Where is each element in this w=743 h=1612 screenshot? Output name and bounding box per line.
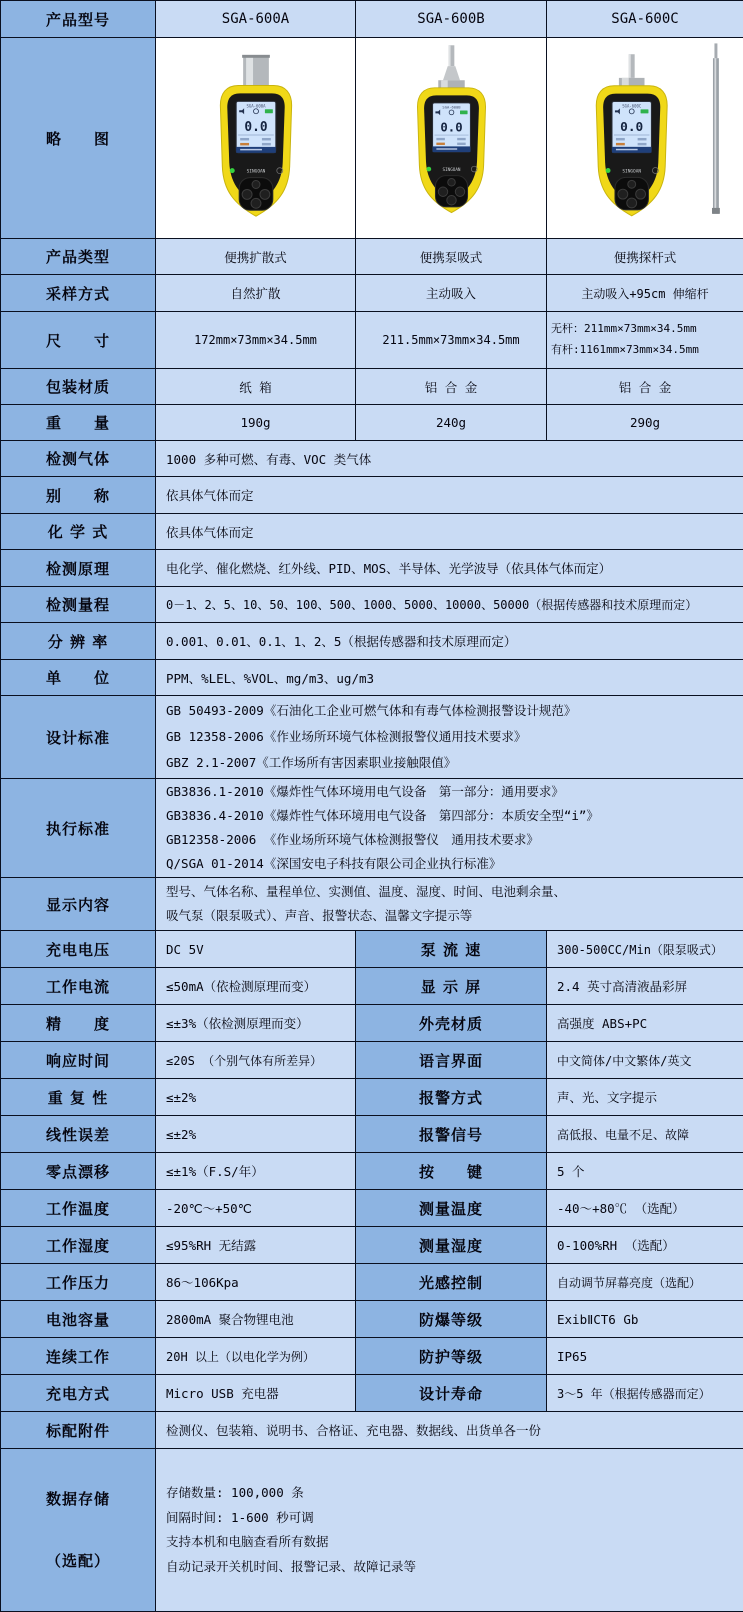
- data-storage-line: 存储数量: 100,000 条: [166, 1481, 737, 1506]
- label-working-pressure: 工作压力: [1, 1264, 156, 1301]
- device-image-c: [547, 38, 743, 239]
- battery-icon: [460, 110, 468, 114]
- label-charging-voltage: 充电电压: [1, 931, 156, 968]
- table-row: [1, 1412, 743, 1449]
- label-weight: 重 量: [1, 405, 156, 441]
- table-row: [1, 931, 743, 968]
- table-row: [1, 1116, 743, 1153]
- label-pump-flow-rate: 泵 流 速: [356, 931, 547, 968]
- label-explosion-proof-rating: 防爆等级: [356, 1301, 547, 1338]
- device-illustration-pump: [357, 38, 546, 234]
- label-measuring-temperature: 测量温度: [356, 1190, 547, 1227]
- value-working-current: ≤50mA（依检测原理而变）: [156, 968, 356, 1005]
- value-alarm-signal: 高低报、电量不足、故障: [547, 1116, 743, 1153]
- value-charging-voltage: DC 5V: [156, 931, 356, 968]
- value-packaging-b: 铝 合 金: [356, 369, 547, 405]
- table-row: [1, 1338, 743, 1375]
- value-display-content: [156, 878, 743, 931]
- label-product-model: 产品型号: [1, 1, 156, 38]
- table-row: [1, 405, 743, 441]
- label-working-temperature: 工作温度: [1, 1190, 156, 1227]
- value-design-standards: [156, 696, 743, 779]
- screen-model-text: SGA-600C: [622, 103, 642, 108]
- value-dimensions-c: [547, 312, 743, 369]
- value-light-sensor-control: 自动调节屏幕亮度（选配）: [547, 1264, 743, 1301]
- label-chemical-formula: 化 学 式: [1, 514, 156, 550]
- label-packaging-material: 包装材质: [1, 369, 156, 405]
- execution-standard-line: GB3836.1-2010《爆炸性气体环境用电气设备 第一部分：通用要求》: [166, 780, 737, 804]
- label-zero-drift: 零点漂移: [1, 1153, 156, 1190]
- value-product-type-b: 便携泵吸式: [356, 239, 547, 275]
- label-standard-accessories: 标配附件: [1, 1412, 156, 1449]
- value-packaging-c: 铝 合 金: [547, 369, 743, 405]
- label-linearity-error: 线性误差: [1, 1116, 156, 1153]
- value-accuracy: ≤±3%（依检测原理而变）: [156, 1005, 356, 1042]
- value-measuring-temperature: -40～+80℃ （选配）: [547, 1190, 743, 1227]
- label-alarm-signal: 报警信号: [356, 1116, 547, 1153]
- brand-text: SINGOAN: [442, 167, 460, 173]
- screen-model-text: SGA-600A: [246, 103, 266, 108]
- value-alarm-mode: 声、光、文字提示: [547, 1079, 743, 1116]
- value-language-interface: 中文简体/中文繁体/英文: [547, 1042, 743, 1079]
- table-row: [1, 1301, 743, 1338]
- model-name-c: SGA-600C: [547, 1, 743, 38]
- data-storage-label-line1: 数据存储: [7, 1486, 149, 1512]
- value-working-temperature: -20℃～+50℃: [156, 1190, 356, 1227]
- value-pump-flow-rate: 300-500CC/Min（限泵吸式）: [547, 931, 743, 968]
- led-indicator: [606, 168, 611, 173]
- model-name-b: SGA-600B: [356, 1, 547, 38]
- table-row: [1, 623, 743, 660]
- value-working-pressure: 86～106Kpa: [156, 1264, 356, 1301]
- execution-standard-line: GB3836.4-2010《爆炸性气体环境用电气设备 第四部分：本质安全型“i”》: [166, 804, 737, 828]
- label-design-life: 设计寿命: [356, 1375, 547, 1412]
- value-explosion-proof-rating: ExibⅡCT6 Gb: [547, 1301, 743, 1338]
- display-content-line: 吸气泵（限泵吸式）、声音、报警状态、温馨文字提示等: [166, 904, 737, 928]
- table-row: [1, 312, 743, 369]
- value-packaging-a: 纸 箱: [156, 369, 356, 405]
- table-row: [1, 696, 743, 779]
- device-illustration-probe: [547, 38, 743, 234]
- value-standard-accessories: 检测仪、包装箱、说明书、合格证、充电器、数据线、出货单各一份: [156, 1412, 743, 1449]
- label-detected-gases: 检测气体: [1, 441, 156, 477]
- label-working-current: 工作电流: [1, 968, 156, 1005]
- value-data-storage: [156, 1449, 743, 1612]
- table-row: [1, 1079, 743, 1116]
- brand-text: SINGOAN: [246, 169, 265, 175]
- value-sampling-a: 自然扩散: [156, 275, 356, 312]
- label-accuracy: 精 度: [1, 1005, 156, 1042]
- data-storage-label-line2: （选配）: [7, 1548, 149, 1574]
- table-row: [1, 660, 743, 696]
- value-display-screen: 2.4 英寸高清液晶彩屏: [547, 968, 743, 1005]
- battery-icon: [641, 109, 649, 113]
- label-protection-rating: 防护等级: [356, 1338, 547, 1375]
- screen-reading: 0.0: [620, 120, 643, 135]
- table-row: [1, 550, 743, 587]
- value-linearity-error: ≤±2%: [156, 1116, 356, 1153]
- label-resolution: 分 辨 率: [1, 623, 156, 660]
- dimensions-c-line1: 无杆：211mm×73mm×34.5mm: [551, 319, 737, 340]
- dimensions-c-line2: 有杆:1161mm×73mm×34.5mm: [551, 340, 737, 361]
- value-sampling-c: 主动吸入+95cm 伸缩杆: [547, 275, 743, 312]
- table-row: [1, 968, 743, 1005]
- label-buttons: 按 键: [356, 1153, 547, 1190]
- value-detection-principle: 电化学、催化燃烧、红外线、PID、MOS、半导体、光学波导（依具体气体而定）: [156, 550, 743, 587]
- label-sketch: 略 图: [1, 38, 156, 239]
- table-row: [1, 1, 743, 38]
- value-working-humidity: ≤95%RH 无结露: [156, 1227, 356, 1264]
- table-row: [1, 239, 743, 275]
- value-response-time: ≤20S （个别气体有所差异）: [156, 1042, 356, 1079]
- label-alarm-mode: 报警方式: [356, 1079, 547, 1116]
- screen-reading: 0.0: [440, 120, 462, 134]
- table-row: [1, 275, 743, 312]
- value-shell-material: 高强度 ABS+PC: [547, 1005, 743, 1042]
- device-image-a: [156, 38, 356, 239]
- led-indicator: [229, 168, 234, 173]
- value-repeatability: ≤±2%: [156, 1079, 356, 1116]
- model-name-a: SGA-600A: [156, 1, 356, 38]
- value-design-life: 3～5 年（根据传感器而定）: [547, 1375, 743, 1412]
- label-shell-material: 外壳材质: [356, 1005, 547, 1042]
- label-continuous-operation: 连续工作: [1, 1338, 156, 1375]
- telescopic-rod-illustration: [712, 43, 720, 213]
- table-row: [1, 1005, 743, 1042]
- value-zero-drift: ≤±1%（F.S/年）: [156, 1153, 356, 1190]
- value-resolution: 0.001、0.01、0.1、1、2、5（根据传感器和技术原理而定）: [156, 623, 743, 660]
- value-measuring-humidity: 0-100%RH （选配）: [547, 1227, 743, 1264]
- led-indicator: [426, 167, 431, 172]
- value-protection-rating: IP65: [547, 1338, 743, 1375]
- table-row: [1, 1227, 743, 1264]
- screen-model-text: SGA-600B: [442, 105, 461, 110]
- label-battery-capacity: 电池容量: [1, 1301, 156, 1338]
- value-weight-c: 290g: [547, 405, 743, 441]
- execution-standard-line: GB12358-2006 《作业场所环境气体检测报警仪 通用技术要求》: [166, 828, 737, 852]
- table-row: [1, 38, 743, 239]
- label-working-humidity: 工作湿度: [1, 1227, 156, 1264]
- label-execution-standards: 执行标准: [1, 779, 156, 878]
- value-continuous-operation: 20H 以上（以电化学为例）: [156, 1338, 356, 1375]
- table-row: [1, 1190, 743, 1227]
- device-illustration-diffusion: [157, 38, 355, 234]
- value-chemical-formula: 依具体气体而定: [156, 514, 743, 550]
- table-row: [1, 587, 743, 623]
- value-battery-capacity: 2800mA 聚合物锂电池: [156, 1301, 356, 1338]
- brand-text: SINGOAN: [622, 168, 641, 174]
- value-charging-method: Micro USB 充电器: [156, 1375, 356, 1412]
- value-weight-a: 190g: [156, 405, 356, 441]
- data-storage-line: 支持本机和电脑查看所有数据: [166, 1530, 737, 1555]
- table-row: [1, 441, 743, 477]
- label-product-type: 产品类型: [1, 239, 156, 275]
- label-data-storage: [1, 1449, 156, 1612]
- design-standard-line: GB 12358-2006《作业场所环境气体检测报警仪通用技术要求》: [166, 724, 737, 750]
- design-standard-line: GB 50493-2009《石油化工企业可燃气体和有毒气体检测报警设计规范》: [166, 698, 737, 724]
- value-units: PPM、%LEL、%VOL、mg/m3、ug/m3: [156, 660, 743, 696]
- value-execution-standards: [156, 779, 743, 878]
- label-detection-range: 检测量程: [1, 587, 156, 623]
- value-product-type-a: 便携扩散式: [156, 239, 356, 275]
- label-measuring-humidity: 测量湿度: [356, 1227, 547, 1264]
- label-display-screen: 显 示 屏: [356, 968, 547, 1005]
- label-repeatability: 重 复 性: [1, 1079, 156, 1116]
- table-row: [1, 878, 743, 931]
- table-row: [1, 514, 743, 550]
- value-dimensions-b: 211.5mm×73mm×34.5mm: [356, 312, 547, 369]
- value-buttons: 5 个: [547, 1153, 743, 1190]
- label-design-standards: 设计标准: [1, 696, 156, 779]
- display-content-line: 型号、气体名称、量程单位、实测值、温度、湿度、时间、电池剩余量、: [166, 880, 737, 904]
- table-row: [1, 1153, 743, 1190]
- table-row: [1, 1042, 743, 1079]
- label-display-content: 显示内容: [1, 878, 156, 931]
- value-detection-range: 0－1、2、5、10、50、100、500、1000、5000、10000、50000（根据传感器和技术原理而定）: [156, 587, 743, 623]
- table-row: [1, 369, 743, 405]
- screen-reading: 0.0: [244, 120, 267, 135]
- label-units: 单 位: [1, 660, 156, 696]
- label-light-sensor-control: 光感控制: [356, 1264, 547, 1301]
- label-alias: 别 称: [1, 477, 156, 514]
- value-sampling-b: 主动吸入: [356, 275, 547, 312]
- label-dimensions: 尺 寸: [1, 312, 156, 369]
- table-row: [1, 1449, 743, 1612]
- value-weight-b: 240g: [356, 405, 547, 441]
- table-row: [1, 779, 743, 878]
- label-response-time: 响应时间: [1, 1042, 156, 1079]
- value-alias: 依具体气体而定: [156, 477, 743, 514]
- execution-standard-line: Q/SGA 01-2014《深国安电子科技有限公司企业执行标准》: [166, 852, 737, 876]
- table-row: [1, 1264, 743, 1301]
- battery-icon: [264, 109, 272, 113]
- table-row: [1, 477, 743, 514]
- value-dimensions-a: 172mm×73mm×34.5mm: [156, 312, 356, 369]
- device-image-b: [356, 38, 547, 239]
- design-standard-line: GBZ 2.1-2007《工作场所有害因素职业接触限值》: [166, 750, 737, 776]
- data-storage-line: 间隔时间: 1-600 秒可调: [166, 1506, 737, 1531]
- data-storage-line: 自动记录开关机时间、报警记录、故障记录等: [166, 1555, 737, 1580]
- value-product-type-c: 便携探杆式: [547, 239, 743, 275]
- label-sampling-method: 采样方式: [1, 275, 156, 312]
- table-row: [1, 1375, 743, 1412]
- value-detected-gases: 1000 多种可燃、有毒、VOC 类气体: [156, 441, 743, 477]
- label-language-interface: 语言界面: [356, 1042, 547, 1079]
- label-detection-principle: 检测原理: [1, 550, 156, 587]
- label-charging-method: 充电方式: [1, 1375, 156, 1412]
